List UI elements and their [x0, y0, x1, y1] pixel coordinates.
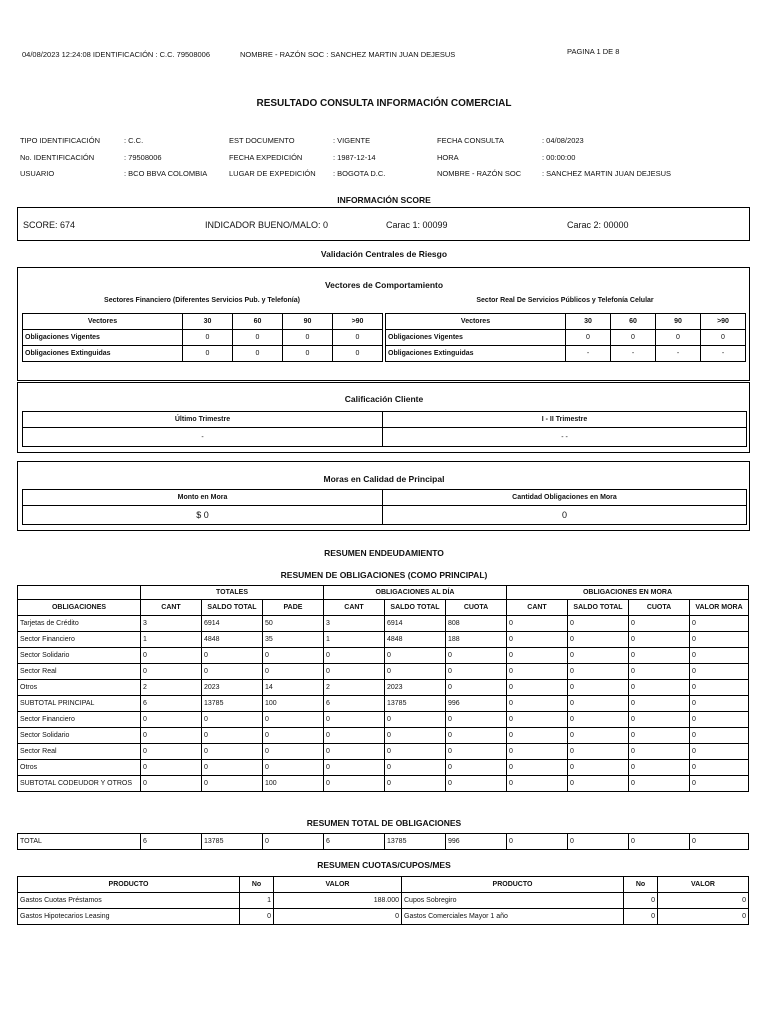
col-header: PRODUCTO — [18, 877, 240, 893]
obligaciones-table — [17, 585, 749, 792]
carac2-value: Carac 2: 00000 — [567, 220, 629, 230]
indicador-value: INDICADOR BUENO/MALO: 0 — [205, 220, 329, 230]
cell: 0 — [656, 330, 701, 346]
cell: 2023 — [202, 680, 263, 696]
cell: 100 — [263, 696, 324, 712]
cell: 0 — [624, 893, 658, 909]
cell: 14 — [263, 680, 324, 696]
cell: - — [23, 428, 383, 447]
cell: 0 — [324, 664, 385, 680]
group-header: OBLIGACIONES AL DÍA — [324, 586, 507, 600]
table-row — [386, 346, 746, 362]
cell: - — [566, 346, 611, 362]
cell: $ 0 — [23, 506, 383, 525]
col-header: SALDO TOTAL — [385, 600, 446, 616]
cell: 0 — [690, 712, 749, 728]
cell: 0 — [446, 776, 507, 792]
cell: 0 — [690, 632, 749, 648]
vectores-right-table — [385, 313, 746, 362]
score-heading: INFORMACIÓN SCORE — [337, 195, 431, 205]
carac1-value: Carac 1: 00099 — [386, 220, 448, 230]
cell: 13785 — [202, 696, 263, 712]
col-header: 90 — [283, 314, 333, 330]
cell: 0 — [446, 648, 507, 664]
cell: 0 — [690, 760, 749, 776]
cell: Otros — [18, 760, 141, 776]
cell: 0 — [629, 728, 690, 744]
cell: 6914 — [385, 616, 446, 632]
cell: 0 — [568, 664, 629, 680]
info-value: : SANCHEZ MARTIN JUAN DEJESUS — [542, 169, 672, 178]
col-header: >90 — [701, 314, 746, 330]
cell: 0 — [568, 616, 629, 632]
score-box — [17, 207, 750, 241]
cell: 0 — [385, 776, 446, 792]
cell: Otros — [18, 680, 141, 696]
table-row — [18, 648, 749, 664]
cell: 0 — [263, 712, 324, 728]
cell: 0 — [690, 680, 749, 696]
info-value: : 79508006 — [124, 153, 162, 162]
cell: Sector Real — [18, 664, 141, 680]
cell: Sector Financiero — [18, 632, 141, 648]
cell: Gastos Cuotas Préstamos — [18, 893, 240, 909]
vectores-left-title: Sectores Financiero (Diferentes Servicios Pub. y Telefonía) — [104, 297, 300, 304]
cell: SUBTOTAL PRINCIPAL — [18, 696, 141, 712]
cell: 3 — [141, 616, 202, 632]
cell: Obligaciones Extinguidas — [386, 346, 566, 362]
cell: 0 — [507, 834, 568, 850]
col-header: PADE — [263, 600, 324, 616]
cell: 188.000 — [274, 893, 402, 909]
cell: 0 — [446, 712, 507, 728]
table-row — [386, 330, 746, 346]
cell: 1 — [240, 893, 274, 909]
cell: 0 — [141, 664, 202, 680]
cell: 0 — [658, 893, 749, 909]
cell: 3 — [324, 616, 385, 632]
obligaciones-heading: RESUMEN DE OBLIGACIONES (COMO PRINCIPAL) — [280, 570, 488, 580]
cell: 0 — [566, 330, 611, 346]
cell: 0 — [383, 506, 747, 525]
header-pagina: PAGINA 1 DE 8 — [567, 47, 620, 56]
table-row — [18, 728, 749, 744]
cell: 0 — [690, 664, 749, 680]
info-value: : 1987-12-14 — [333, 153, 376, 162]
cell: 0 — [446, 664, 507, 680]
cell: - - — [383, 428, 747, 447]
cell: 0 — [385, 712, 446, 728]
cell: Obligaciones Vigentes — [386, 330, 566, 346]
cell: - — [701, 346, 746, 362]
cell: TOTAL — [18, 834, 141, 850]
cell: 0 — [568, 696, 629, 712]
cell: 0 — [507, 632, 568, 648]
vectores-heading: Vectores de Comportamiento — [324, 280, 444, 290]
cell: 0 — [629, 696, 690, 712]
cell: Obligaciones Vigentes — [23, 330, 183, 346]
col-header: 60 — [611, 314, 656, 330]
vectores-left-table — [22, 313, 383, 362]
cell: 0 — [690, 616, 749, 632]
cell: 13785 — [202, 834, 263, 850]
col-header: 30 — [183, 314, 233, 330]
cell: 0 — [202, 760, 263, 776]
cell: 6 — [324, 834, 385, 850]
cell: 0 — [385, 664, 446, 680]
cell: 0 — [263, 744, 324, 760]
total-table — [17, 833, 749, 850]
validacion-heading: Validación Centrales de Riesgo — [320, 249, 448, 259]
cell: 0 — [690, 648, 749, 664]
cell: 0 — [324, 760, 385, 776]
col-header: Cantidad Obligaciones en Mora — [383, 490, 747, 506]
page-title: RESULTADO CONSULTA INFORMACIÓN COMERCIAL — [256, 98, 512, 109]
cell: 0 — [507, 760, 568, 776]
cell: 0 — [202, 664, 263, 680]
info-label: HORA — [437, 153, 459, 162]
cell: 0 — [629, 834, 690, 850]
col-header: 90 — [656, 314, 701, 330]
cell: 0 — [385, 760, 446, 776]
cell: 0 — [141, 744, 202, 760]
col-header: CANT — [324, 600, 385, 616]
cell: 0 — [274, 909, 402, 925]
cell: 2 — [141, 680, 202, 696]
moras-heading: Moras en Calidad de Principal — [323, 474, 445, 484]
cell: 0 — [202, 648, 263, 664]
info-value: : C.C. — [124, 136, 144, 145]
cell: 0 — [141, 728, 202, 744]
table-row — [18, 632, 749, 648]
cell: 0 — [507, 744, 568, 760]
cell: 0 — [324, 712, 385, 728]
cell: 0 — [141, 648, 202, 664]
cell: 0 — [568, 712, 629, 728]
cell: 0 — [385, 744, 446, 760]
table-row — [18, 909, 749, 925]
col-header: >90 — [333, 314, 383, 330]
col-header: No — [240, 877, 274, 893]
cell: 0 — [333, 330, 383, 346]
cell: 0 — [507, 696, 568, 712]
cell: 0 — [507, 616, 568, 632]
cell: 6 — [141, 834, 202, 850]
cell: 0 — [202, 744, 263, 760]
cuotas-table — [17, 876, 749, 925]
info-label: TIPO IDENTIFICACIÓN — [20, 136, 101, 145]
cell: 996 — [446, 696, 507, 712]
cell: 0 — [690, 834, 749, 850]
info-label: NOMBRE - RAZÓN SOC — [437, 169, 522, 178]
cell: 0 — [629, 664, 690, 680]
col-header: OBLIGACIONES — [18, 600, 141, 616]
cell: 0 — [568, 632, 629, 648]
cell: 0 — [385, 728, 446, 744]
col-header: 30 — [566, 314, 611, 330]
cell: 0 — [568, 834, 629, 850]
cell: Gastos Hipotecarios Leasing — [18, 909, 240, 925]
cell: 0 — [263, 834, 324, 850]
table-row — [18, 760, 749, 776]
col-header: Vectores — [23, 314, 183, 330]
cell: 0 — [240, 909, 274, 925]
cuotas-heading: RESUMEN CUOTAS/CUPOS/MES — [317, 860, 451, 870]
cell: 0 — [202, 776, 263, 792]
cell: 0 — [658, 909, 749, 925]
cell: 0 — [263, 648, 324, 664]
col-header: VALOR — [274, 877, 402, 893]
cell: 6 — [324, 696, 385, 712]
table-row — [18, 834, 749, 850]
cell: 808 — [446, 616, 507, 632]
table-row — [18, 696, 749, 712]
moras-table — [22, 489, 747, 525]
col-header: 60 — [233, 314, 283, 330]
col-header: VALOR — [658, 877, 749, 893]
cell: 50 — [263, 616, 324, 632]
cell: 0 — [624, 909, 658, 925]
cell: 0 — [629, 712, 690, 728]
col-header: SALDO TOTAL — [568, 600, 629, 616]
endeudamiento-heading: RESUMEN ENDEUDAMIENTO — [324, 548, 444, 558]
cell: 0 — [324, 776, 385, 792]
cell: 0 — [507, 728, 568, 744]
info-label: EST DOCUMENTO — [229, 136, 295, 145]
vectores-right-title: Sector Real De Servicios Públicos y Telefonía Celular — [476, 297, 654, 304]
cell: 0 — [629, 632, 690, 648]
cell: 0 — [507, 648, 568, 664]
cell: 0 — [446, 744, 507, 760]
cell: 0 — [629, 744, 690, 760]
cell: 0 — [507, 680, 568, 696]
header-timestamp-id: 04/08/2023 12:24:08 IDENTIFICACIÓN : C.C. 79508006 — [22, 50, 211, 59]
info-value: : BOGOTA D.C. — [333, 169, 386, 178]
cell: 0 — [568, 680, 629, 696]
cell: Sector Financiero — [18, 712, 141, 728]
cell: SUBTOTAL CODEUDOR Y OTROS — [18, 776, 141, 792]
cell: 0 — [629, 648, 690, 664]
cell: 0 — [446, 760, 507, 776]
cell: 0 — [446, 680, 507, 696]
cell: 0 — [333, 346, 383, 362]
col-header: Monto en Mora — [23, 490, 383, 506]
cell: 4848 — [385, 632, 446, 648]
cell: 0 — [183, 346, 233, 362]
cell: 4848 — [202, 632, 263, 648]
cell: 13785 — [385, 696, 446, 712]
cell: 0 — [568, 760, 629, 776]
table-row — [18, 680, 749, 696]
cell: Gastos Comerciales Mayor 1 año — [402, 909, 624, 925]
cell: 35 — [263, 632, 324, 648]
cell: 0 — [324, 744, 385, 760]
table-row — [18, 776, 749, 792]
cell: 1 — [324, 632, 385, 648]
table-row — [23, 330, 383, 346]
cell: 0 — [324, 728, 385, 744]
cell: 0 — [263, 728, 324, 744]
cell: 0 — [233, 330, 283, 346]
cell: 6914 — [202, 616, 263, 632]
cell: 0 — [141, 712, 202, 728]
table-row — [23, 346, 383, 362]
cell: 0 — [283, 346, 333, 362]
col-header: CANT — [507, 600, 568, 616]
calificacion-table — [22, 411, 747, 447]
info-label: FECHA EXPEDICIÓN — [229, 153, 303, 162]
cell: 0 — [324, 648, 385, 664]
cell: Sector Solidario — [18, 648, 141, 664]
cell: 1 — [141, 632, 202, 648]
cell: 0 — [629, 760, 690, 776]
cell: 0 — [568, 744, 629, 760]
col-header: PRODUCTO — [402, 877, 624, 893]
info-label: No. IDENTIFICACIÓN — [20, 153, 95, 162]
cell: 0 — [701, 330, 746, 346]
cell: 0 — [202, 712, 263, 728]
cell: 100 — [263, 776, 324, 792]
info-value: : VIGENTE — [333, 136, 371, 145]
cell: 0 — [263, 664, 324, 680]
cell: 0 — [183, 330, 233, 346]
cell: 0 — [141, 760, 202, 776]
cell: 0 — [568, 728, 629, 744]
info-label: LUGAR DE EXPEDICIÓN — [229, 169, 316, 178]
info-label: FECHA CONSULTA — [437, 136, 504, 145]
cell: 0 — [568, 648, 629, 664]
header-nombre: NOMBRE - RAZÓN SOC : SANCHEZ MARTIN JUAN DEJESUS — [240, 50, 456, 59]
cell: Sector Real — [18, 744, 141, 760]
info-label: USUARIO — [20, 169, 55, 178]
col-header: Vectores — [386, 314, 566, 330]
cell: 0 — [629, 776, 690, 792]
info-value: : 04/08/2023 — [542, 136, 584, 145]
col-header: VALOR MORA — [690, 600, 749, 616]
cell: 0 — [568, 776, 629, 792]
col-header: No — [624, 877, 658, 893]
cell: 0 — [690, 728, 749, 744]
col-header: I - II Trimestre — [383, 412, 747, 428]
cell: 0 — [385, 648, 446, 664]
cell: - — [656, 346, 701, 362]
table-row — [18, 712, 749, 728]
group-header: TOTALES — [141, 586, 324, 600]
cell: 0 — [690, 696, 749, 712]
col-header: Último Trimestre — [23, 412, 383, 428]
cell: Cupos Sobregiro — [402, 893, 624, 909]
cell: Sector Solidario — [18, 728, 141, 744]
info-value: : BCO BBVA COLOMBIA — [124, 169, 208, 178]
col-header: CANT — [141, 600, 202, 616]
cell: 0 — [446, 728, 507, 744]
cell: 996 — [446, 834, 507, 850]
cell: 0 — [202, 728, 263, 744]
cell: 0 — [507, 712, 568, 728]
cell: 0 — [283, 330, 333, 346]
cell: 0 — [507, 776, 568, 792]
cell: 0 — [629, 680, 690, 696]
table-row — [18, 744, 749, 760]
cell: 0 — [690, 776, 749, 792]
cell: 13785 — [385, 834, 446, 850]
cell: 0 — [233, 346, 283, 362]
table-row — [18, 616, 749, 632]
calificacion-heading: Calificación Cliente — [344, 394, 424, 404]
cell: Tarjetas de Crédito — [18, 616, 141, 632]
col-header: CUOTA — [446, 600, 507, 616]
cell: 0 — [507, 664, 568, 680]
table-row — [23, 506, 747, 525]
col-header: CUOTA — [629, 600, 690, 616]
table-row — [23, 428, 747, 447]
cell: 0 — [690, 744, 749, 760]
cell: 6 — [141, 696, 202, 712]
col-header: SALDO TOTAL — [202, 600, 263, 616]
cell: 188 — [446, 632, 507, 648]
cell: 0 — [263, 760, 324, 776]
table-row — [18, 893, 749, 909]
cell: 0 — [141, 776, 202, 792]
total-heading: RESUMEN TOTAL DE OBLIGACIONES — [306, 818, 462, 828]
cell: 2 — [324, 680, 385, 696]
cell: - — [611, 346, 656, 362]
cell: 0 — [611, 330, 656, 346]
info-value: : 00:00:00 — [542, 153, 576, 162]
score-value: SCORE: 674 — [23, 220, 76, 230]
cell: Obligaciones Extinguidas — [23, 346, 183, 362]
cell: 2023 — [385, 680, 446, 696]
table-row — [18, 664, 749, 680]
group-header: OBLIGACIONES EN MORA — [507, 586, 749, 600]
cell: 0 — [629, 616, 690, 632]
